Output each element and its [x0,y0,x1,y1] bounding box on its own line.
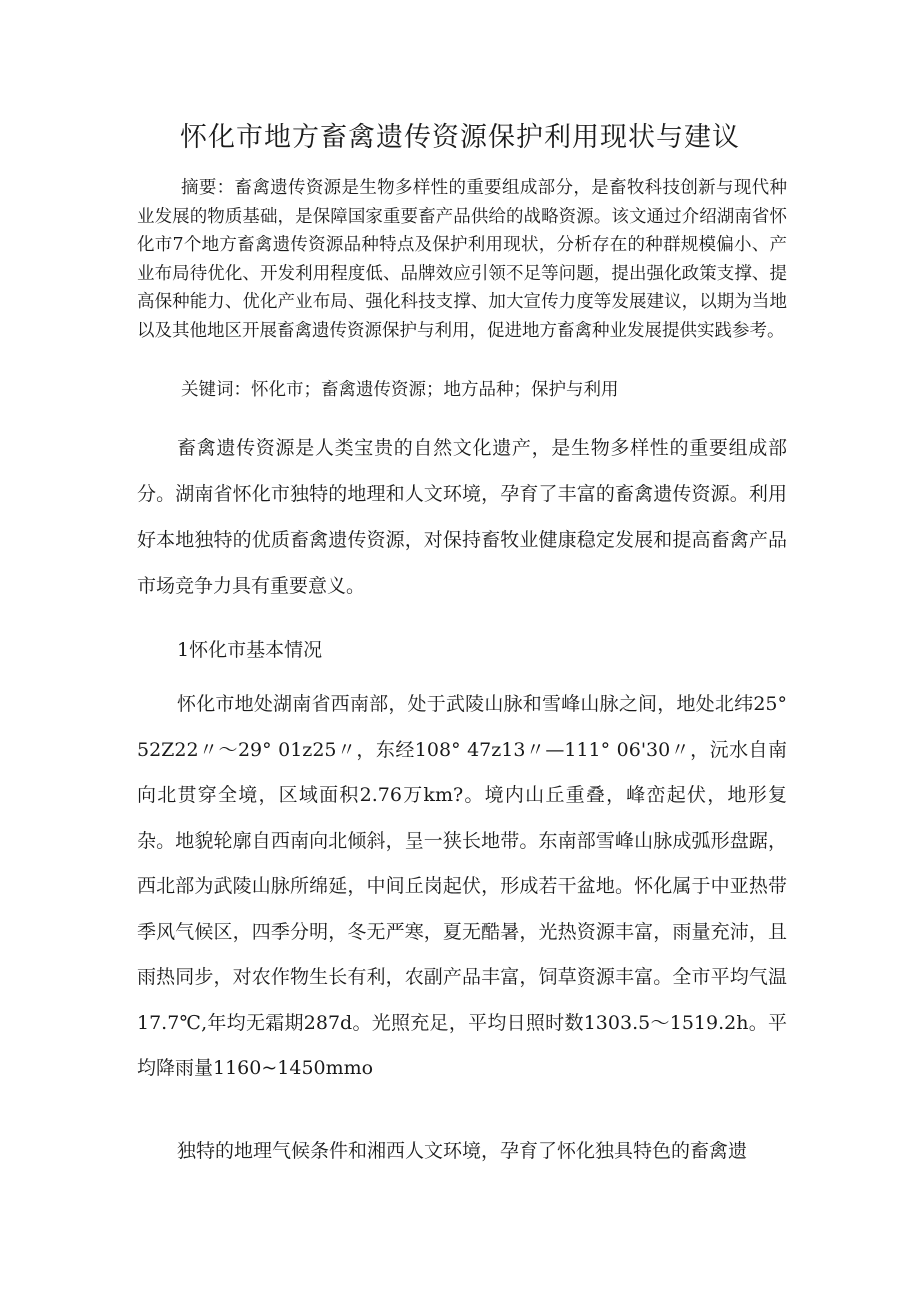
continuation-paragraph: 独特的地理气候条件和湘西人文环境，孕育了怀化独具特色的畜禽遗 [177,1140,748,1162]
section-heading: 1怀化市基本情况 [177,639,323,661]
keywords-line: 关键词：怀化市；畜禽遗传资源；地方品种；保护与利用 [181,380,619,400]
intro-paragraph: 畜禽遗传资源是人类宝贵的自然文化遗产，是生物多样性的重要组成部分。湖南省怀化市独特的地理和人文环境，孕育了丰富的畜禽遗传资源。利用好本地独特的优质畜禽遗传资源，对保持畜牧业健康稳定发展和提高畜禽产品市场竞争力具有重要意义。 [137,437,787,597]
geography-paragraph: 怀化市地处湖南省西南部，处于武陵山脉和雪峰山脉之间，地处北纬25° 52Z22〃～29° 01z25〃，东经108° 47z13〃—111° 06'30〃，沅水自南向北贯穿全境，区域面积2.76万km?。境内山丘重叠，峰峦起伏，地形复杂。地貌轮廓自西南向北倾斜，呈一狭长地带。东南部雪峰山脉成弧形盘踞，西北部为武陵山脉所绵延，中间丘岗起伏，形成若干盆地。怀化属于中亚热带季风气候区，四季分明，冬无严寒，夏无酷暑，光热资源丰富，雨量充沛，且雨热同步，对农作物生长有利，农副产品丰富，饲草资源丰富。全市平均气温17.7℃,年均无霜期287d。光照充足，平均日照时数1303.5～1519.2h。平均降雨量1160~1450mmo [137,693,787,1079]
document-title: 怀化市地方畜禽遗传资源保护利用现状与建议 [180,122,740,153]
abstract-paragraph: 摘要：畜禽遗传资源是生物多样性的重要组成部分，是畜牧科技创新与现代种业发展的物质基础，是保障国家重要畜产品供给的战略资源。该文通过介绍湖南省怀化市7个地方畜禽遗传资源品种特点及保护利用现状，分析存在的种群规模偏小、产业布局待优化、开发利用程度低、品牌效应引领不足等问题，提出强化政策支撑、提高保种能力、优化产业布局、强化科技支撑、加大宣传力度等发展建议，以期为当地以及其他地区开展畜禽遗传资源保护与利用，促进地方畜禽种业发展提供实践参考。 [137,178,787,341]
